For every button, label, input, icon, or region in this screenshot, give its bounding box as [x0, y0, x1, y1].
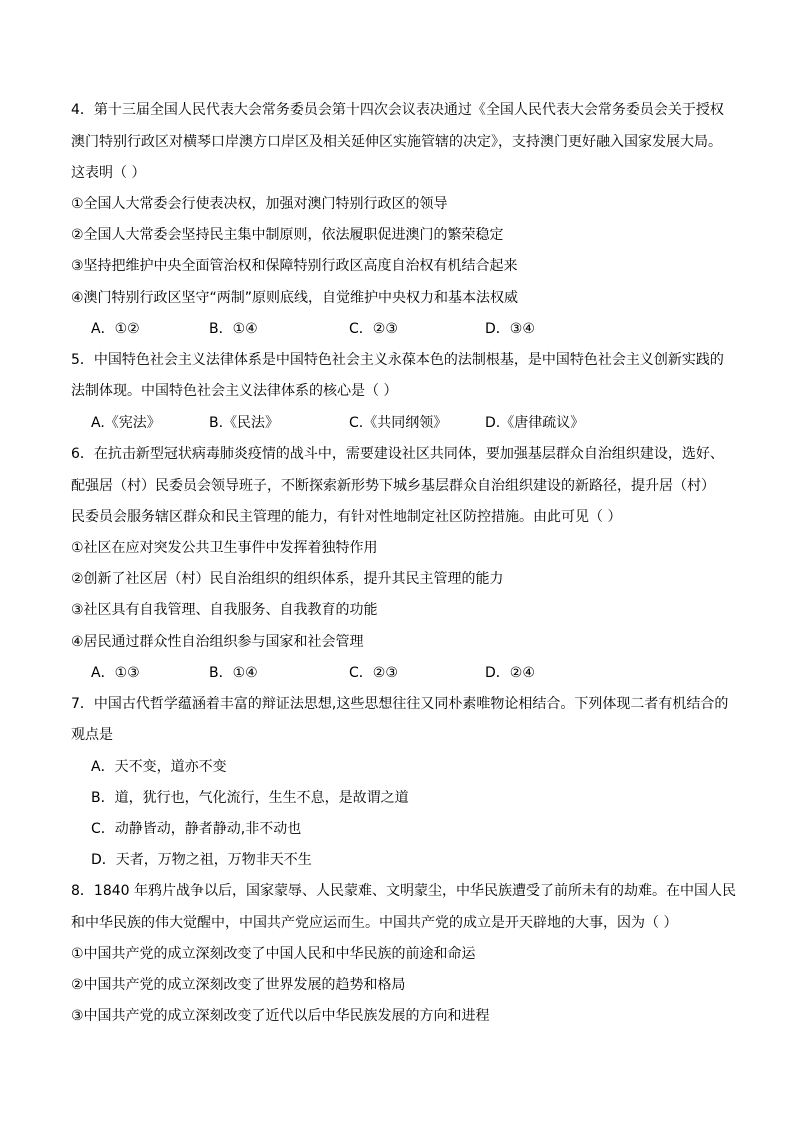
q6-stem-line-2: 配强居（村）民委员会领导班子，不断探索新形势下城乡基层群众自治组织建设的新路径，提升居（村） [71, 478, 715, 494]
q6-statement-4: ④居民通过群众性自治组织参与国家和社会管理 [71, 634, 364, 650]
q6-option-b: B．①④ [209, 665, 258, 681]
q7-stem-line-2: 观点是 [71, 727, 113, 743]
q4-option-c: C．②③ [349, 321, 398, 337]
q7-option-a: A．天不变，道亦不变 [91, 759, 227, 775]
q8-statement-2: ②中国共产党的成立深刻改变了世界发展的趋势和格局 [71, 977, 406, 993]
q6-statement-1: ①社区在应对突发公共卫生事件中发挥着独特作用 [71, 540, 378, 556]
q6-stem-line-1: 6．在抗击新型冠状病毒肺炎疫情的战斗中，需要建设社区共同体，要加强基层群众自治组织建设，选好、 [71, 446, 724, 462]
q5-option-c: C.《共同纲领》 [349, 415, 448, 431]
q7-option-d: D．天者，万物之祖，万物非天不生 [91, 852, 312, 868]
q4-option-d: D．③④ [485, 321, 535, 337]
q4-statement-1: ①全国人大常委会行使表决权，加强对澳门特别行政区的领导 [71, 196, 448, 212]
q4-statement-2: ②全国人大常委会坚持民主集中制原则，依法履职促进澳门的繁荣稳定 [71, 227, 504, 243]
q4-option-b: B．①④ [209, 321, 258, 337]
q6-stem-line-3: 民委员会服务辖区群众和民主管理的能力，有针对性地制定社区防控措施。由此可见（ ） [71, 509, 622, 525]
q4-statement-4: ④澳门特别行政区坚守“两制”原则底线，自觉维护中央权力和基本法权威 [71, 290, 519, 306]
q6-option-d: D．②④ [485, 665, 535, 681]
q8-statement-3: ③中国共产党的成立深刻改变了近代以后中华民族发展的方向和进程 [71, 1008, 490, 1024]
q4-option-a: A．①② [91, 321, 140, 337]
q8-statement-1: ①中国共产党的成立深刻改变了中国人民和中华民族的前途和命运 [71, 946, 476, 962]
q6-option-c: C．②③ [349, 665, 398, 681]
q5-option-a: A.《宪法》 [91, 415, 161, 431]
q7-option-c: C．动静皆动，静者静动,非不动也 [91, 821, 302, 837]
q5-option-d: D.《唐律疏议》 [485, 415, 585, 431]
q4-stem-line-3: 这表明（ ） [71, 165, 146, 181]
q4-statement-3: ③坚持把维护中央全面管治权和保障特别行政区高度自治权有机结合起来 [71, 258, 518, 274]
q5-stem-line-2: 法制体现。中国特色社会主义法律体系的核心是（ ） [71, 383, 398, 399]
q6-option-a: A．①③ [91, 665, 140, 681]
q4-stem-line-1: 4．第十三届全国人民代表大会常务委员会第十四次会议表决通过《全国人民代表大会常务委员会关于授权 [71, 102, 724, 118]
q4-stem-line-2: 澳门特别行政区对横琴口岸澳方口岸区及相关延伸区实施管辖的决定》，支持澳门更好融入国家发展大局。 [71, 134, 722, 150]
q7-option-b: B．道，犹行也，气化流行，生生不息，是故谓之道 [91, 790, 409, 806]
q6-statement-2: ②创新了社区居（村）民自治组织的组织体系，提升其民主管理的能力 [71, 571, 504, 587]
q5-option-b: B.《民法》 [209, 415, 280, 431]
q7-stem-line-1: 7．中国古代哲学蕴涵着丰富的辩证法思想,这些思想往往又同朴素唯物论相结合。下列体现二者有机结合的 [71, 696, 729, 712]
q5-stem-line-1: 5．中国特色社会主义法律体系是中国特色社会主义永葆本色的法制根基，是中国特色社会主义创新实践的 [71, 352, 724, 368]
q6-statement-3: ③社区具有自我管理、自我服务、自我教育的功能 [71, 602, 378, 618]
q8-stem-line-1: 8．1840 年鸦片战争以后，国家蒙辱、人民蒙难、文明蒙尘，中华民族遭受了前所未有的劫难。在中国人民 [71, 883, 736, 899]
q8-stem-line-2: 和中华民族的伟大觉醒中，中国共产党应运而生。中国共产党的成立是开天辟地的大事，因为（ ） [71, 915, 678, 931]
